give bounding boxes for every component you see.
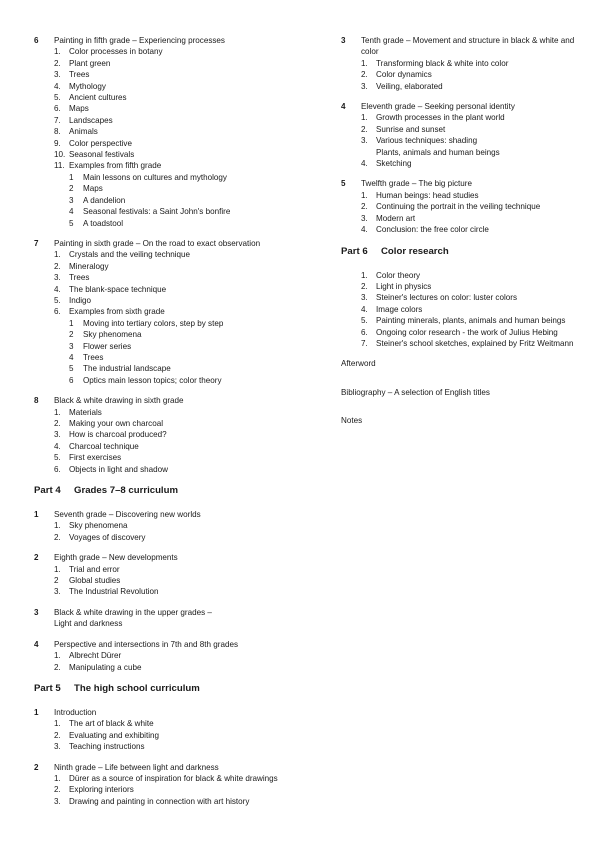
part-title: The high school curriculum [74,682,200,694]
item-text: Sunrise and sunset [376,124,446,134]
list-item [34,730,324,741]
item-number: 2. [361,202,368,212]
list-item [34,160,324,171]
item-text: Color processes in botany [69,47,163,57]
chapter-number: 6 [34,36,39,45]
sub-item-text: Maps [83,184,103,194]
item-number: 5. [54,453,61,463]
item-number: 3. [54,430,61,440]
item-text: Charcoal technique [69,441,139,451]
sub-list-item [34,183,324,194]
sub-item-number: 2 [69,184,74,194]
item-text: Painting minerals, plants, animals and human beings [376,316,566,326]
list-item [34,773,324,784]
item-number: 2. [54,419,61,428]
chapter-title: Introduction [54,707,97,717]
item-text: Sky phenomena [69,521,128,531]
list-item [34,586,324,597]
item-text: Materials [69,407,102,417]
item-number: 4. [54,284,61,294]
item-number: 8. [54,127,61,137]
list-item [34,784,324,795]
chapter-entry [34,35,324,229]
list-item [34,149,324,160]
item-text: Landscapes [69,115,113,125]
item-number: 1. [54,719,61,729]
chapter-number: 3 [34,607,39,617]
item-text: Exploring interiors [69,785,134,795]
item-number: 11. [54,161,65,171]
item-text: Mineralogy [69,261,109,271]
chapter-heading [34,395,324,406]
item-number: 1. [361,270,368,280]
part-label: Part 4 [34,485,61,497]
chapter-entry [341,178,576,235]
item-number: 1. [361,58,368,68]
chapter-entry [34,639,324,673]
sub-item-text: A dandelion [83,195,126,205]
list-item [341,69,576,80]
item-text: Manipulating a cube [69,662,142,672]
chapter-entry [341,101,576,169]
item-text: Light in physics [376,281,432,291]
chapter-number: 1 [34,510,39,520]
part-heading [34,682,324,695]
item-number: 6. [361,327,368,337]
list-item [34,284,324,295]
item-number: 2. [361,281,368,291]
chapter-title: Twelfth grade – The big picture [361,179,472,189]
item-text: The art of black & white [69,719,154,729]
item-text: The blank-space technique [69,284,167,294]
item-text: Trial and error [69,564,120,574]
item-text: Growth processes in the plant world [376,113,505,123]
sub-list-item [34,195,324,206]
chapter-title: Tenth grade – Movement and structure in black & white and color [361,36,575,57]
sub-item-text: Sky phenomena [83,330,142,340]
item-text: Objects in light and shadow [69,464,168,474]
sub-list-item [34,341,324,352]
item-text: Teaching instructions [69,742,145,752]
back-matter-entry: Notes [341,416,363,426]
item-text: Transforming black & white into color [376,58,509,68]
part-title: Color research [381,245,449,257]
item-text: Steiner's lectures on color: luster colors [376,293,517,303]
chapter-entry [341,270,576,350]
list-item [34,272,324,283]
chapter-entry [34,552,324,598]
sub-item-number: 5 [69,364,74,374]
item-number: 3. [54,587,61,597]
item-number: 2. [54,261,61,271]
chapter-entry [34,509,324,543]
chapter-title: Ninth grade – Life between light and darkness [54,762,219,772]
list-item [34,69,324,80]
part-label: Part 6 [341,245,368,257]
item-text: Indigo [69,295,92,305]
list-item [341,281,576,292]
sub-item-text: Optics main lesson topics; color theory [83,375,222,385]
list-item [34,464,324,475]
sub-list-item [34,352,324,363]
chapter-entry [34,607,324,630]
sub-list-item [34,375,324,386]
item-number: 2. [361,70,368,80]
item-number: 10. [54,150,66,160]
chapter-title: Eleventh grade – Seeking personal identity [361,102,515,112]
item-text: Sketching [376,159,412,169]
list-item [34,115,324,126]
item-number: 4. [361,159,368,169]
list-item [341,270,576,281]
sub-item-text: A toadstool [83,218,124,228]
sub-list-item [34,329,324,340]
list-item [341,213,576,224]
chapter-heading [34,238,324,249]
item-text: Trees [69,70,90,80]
item-number: 4. [361,304,368,314]
list-item [34,429,324,440]
chapter-heading [34,552,324,563]
item-number: 3. [54,742,61,752]
item-text: Steiner's school sketches, explained by Fritz Weitmann [376,338,574,348]
item-number: 3. [361,213,368,223]
sub-item-number: 1 [69,172,74,182]
item-text: Color theory [376,270,421,280]
item-text: Color dynamics [376,70,432,80]
chapter-number: 1 [34,707,39,717]
list-item [341,201,576,212]
list-item [34,796,324,807]
item-text: Crystals and the veiling technique [69,250,191,260]
list-item [34,564,324,575]
item-text: Voyages of discovery [69,532,146,542]
chapter-title: Black & white drawing in the upper grades – Light and darkness [54,607,212,629]
list-item [34,58,324,69]
chapter-entry [341,35,576,92]
list-item [34,407,324,418]
item-number: 6. [54,104,61,114]
item-number: 7. [54,115,61,125]
item-text: Ancient cultures [69,93,127,103]
list-item [341,315,576,326]
item-text: Making your own charcoal [69,419,164,428]
sub-item-number: 3 [69,195,74,205]
item-text: Modern art [376,213,416,223]
item-number: 2. [361,124,368,134]
sub-item-number: 3 [69,341,74,351]
item-number: 7. [361,338,368,348]
item-number: 4. [361,225,368,235]
list-item [341,158,576,169]
item-text: Plant green [69,58,111,68]
list-item [34,520,324,531]
item-text: How is charcoal produced? [69,430,167,440]
item-number: 3. [361,136,368,146]
list-item [34,295,324,306]
sub-item-text: Main lessons on cultures and mythology [83,172,227,182]
chapter-entry [34,395,324,475]
list-item [341,292,576,303]
item-number: 9. [54,138,61,148]
item-text: Albrecht Dürer [69,651,122,661]
chapter-title: Perspective and intersections in 7th and 8th grades [54,639,239,649]
list-item [34,138,324,149]
list-item [34,418,324,429]
list-item [341,124,576,135]
chapter-heading [34,762,324,773]
item-text: Continuing the portrait in the veiling technique [376,202,541,212]
chapter-heading [341,178,576,189]
part-heading [34,484,324,497]
sub-item-number: 6 [69,375,74,385]
list-item [341,338,576,349]
sub-item-number: 2 [69,330,74,340]
chapter-heading [34,35,324,46]
item-text: First exercises [69,453,122,463]
item-text: Various techniques: shading Plants, animals and human beings [376,136,500,157]
sub-item-text: Trees [83,352,104,362]
list-item [34,452,324,463]
chapter-title: Painting in sixth grade – On the road to exact observation [54,238,261,248]
item-number: 3. [54,273,61,283]
list-item [34,92,324,103]
sub-item-number: 1 [69,318,74,328]
list-item [34,103,324,114]
item-text: Examples from fifth grade [69,161,162,171]
chapter-title: Eighth grade – New developments [54,553,178,563]
sub-list-item [34,206,324,217]
item-text: Evaluating and exhibiting [69,730,159,740]
item-text: The Industrial Revolution [69,587,159,597]
item-number: 2. [54,785,61,795]
list-item [34,306,324,317]
sub-item-number: 4 [69,207,74,217]
item-text: Mythology [69,81,106,91]
item-number: 2. [54,532,61,542]
back-matter-entry: Bibliography – A selection of English titles [341,387,490,397]
item-number: 2. [54,730,61,740]
item-number: 6. [54,307,61,317]
sub-list-item [34,218,324,229]
part-heading [341,245,576,258]
list-item [341,112,576,123]
list-item [341,190,576,201]
item-number: 2 [54,576,59,586]
list-item [34,532,324,543]
list-item [34,741,324,752]
sub-item-number: 5 [69,218,74,228]
list-item [34,650,324,661]
chapter-heading [341,35,576,58]
item-text: Global studies [69,576,121,586]
item-number: 1. [54,651,61,661]
item-number: 2. [54,662,61,672]
part-label: Part 5 [34,682,61,694]
list-item [341,135,576,158]
chapter-number: 5 [341,179,346,189]
sub-list-item [34,318,324,329]
item-text: Color perspective [69,138,132,148]
part-title: Grades 7–8 curriculum [74,485,178,497]
chapter-number: 4 [341,102,346,112]
item-text: Human beings: head studies [376,190,479,200]
list-item [34,662,324,673]
item-number: 1. [54,773,61,783]
list-item [34,81,324,92]
item-number: 1. [54,47,61,57]
list-item [341,304,576,315]
item-number: 1. [54,407,61,417]
chapter-heading [34,607,324,630]
chapter-number: 3 [341,36,346,45]
item-text: Seasonal festivals [69,150,135,160]
toc-right-column [341,35,576,444]
item-number: 1. [54,521,61,531]
chapter-number: 8 [34,396,39,406]
chapter-heading [341,101,576,112]
list-item [34,441,324,452]
item-text: Ongoing color research - the work of Julius Hebing [376,327,558,337]
item-number: 3. [361,293,368,303]
sub-item-text: Seasonal festivals: a Saint John's bonfire [83,207,231,217]
sub-list-item [34,363,324,374]
chapter-number: 7 [34,238,39,248]
sub-item-text: Moving into tertiary colors, step by step [83,318,224,328]
sub-list-item [34,172,324,183]
item-number: 4. [54,81,61,91]
chapter-title: Painting in fifth grade – Experiencing processes [54,36,225,45]
item-number: 3. [361,81,368,91]
sub-item-text: The industrial landscape [83,364,171,374]
list-item [34,249,324,260]
list-item [34,261,324,272]
list-item [34,575,324,586]
item-number: 3. [54,796,61,806]
item-text: Dürer as a source of inspiration for black & white drawings [69,773,278,783]
item-number: 4. [54,441,61,451]
item-text: Animals [69,127,98,137]
item-text: Drawing and painting in connection with art history [69,796,250,806]
chapter-heading [34,509,324,520]
item-number: 3. [54,70,61,80]
chapter-heading [34,707,324,718]
list-item [34,718,324,729]
chapter-title: Seventh grade – Discovering new worlds [54,510,201,520]
item-text: Examples from sixth grade [69,307,165,317]
item-text: Trees [69,273,90,283]
chapter-number: 2 [34,762,39,772]
item-number: 5. [54,93,61,103]
chapter-entry [34,762,324,808]
item-text: Maps [69,104,89,114]
item-text: Veiling, elaborated [376,81,443,91]
chapter-title: Black & white drawing in sixth grade [54,396,184,406]
chapter-number: 2 [34,553,39,563]
chapter-entry [34,707,324,753]
item-number: 1. [54,564,61,574]
chapter-heading [34,639,324,650]
item-text: Conclusion: the free color circle [376,225,489,235]
toc-left-column [34,35,324,816]
chapter-number: 4 [34,639,39,649]
list-item [34,126,324,137]
sub-item-text: Flower series [83,341,132,351]
list-item [341,81,576,92]
sub-item-number: 4 [69,352,74,362]
list-item [341,58,576,69]
list-item [341,327,576,338]
item-number: 1. [361,190,368,200]
item-number: 1. [54,250,61,260]
chapter-entry [34,238,324,386]
list-item [341,224,576,235]
item-text: Image colors [376,304,423,314]
item-number: 2. [54,58,61,68]
list-item [34,46,324,57]
item-number: 5. [54,295,61,305]
item-number: 6. [54,464,61,474]
item-number: 5. [361,316,368,326]
back-matter-entry: Afterword [341,359,376,369]
item-number: 1. [361,113,368,123]
